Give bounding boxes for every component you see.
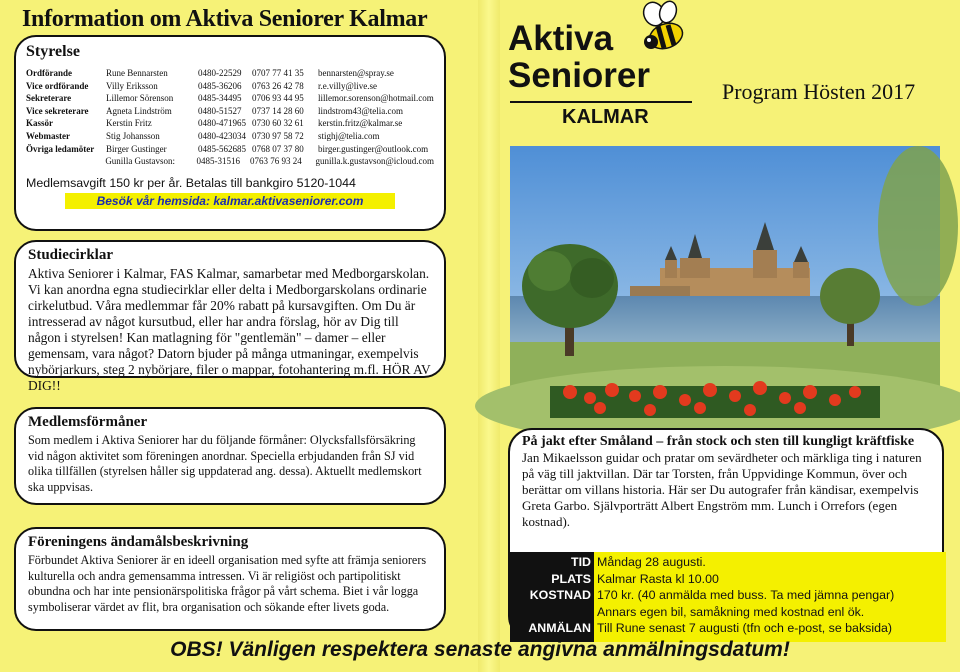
value-kostnad: 170 kr. (40 anmälda med buss. Ta med jämna pengar): [597, 588, 895, 603]
board-member-row: [26, 92, 434, 105]
board-member-phone: 0480-471965: [198, 118, 246, 129]
board-member-email[interactable]: r.e.villy@live.se: [318, 80, 378, 91]
board-member-name: Agneta Lindström: [106, 105, 172, 116]
bee-icon: [630, 0, 690, 60]
event-heading: På jakt efter Småland – från stock och sten till kungligt kräftfiske: [522, 434, 915, 449]
board-member-row: [26, 67, 434, 80]
association-purpose-box: [14, 527, 446, 631]
board-member-name: Lillemor Sörenson: [106, 93, 174, 104]
event-info-values: [594, 552, 946, 642]
board-member-row: [26, 130, 434, 143]
association-purpose-text: Förbundet Aktiva Seniorer är en ideell organisation med syfte att främja seniorers kulturella och andra gemensamma intressen. Vi är religiöst och partipolitiskt obundna och har inte pensionärspolitiska frågor på vårt schema. Biet i vår logga symboliserar värdet av flit, bra organisation och sökande efter livets goda.: [28, 553, 427, 614]
logo-city: KALMAR: [562, 106, 649, 128]
board-member-role: Sekreterare: [26, 93, 72, 104]
logo: [508, 20, 650, 94]
board-member-role: Vice sekreterare: [26, 105, 89, 116]
board-member-phone: 0485-34495: [198, 93, 242, 104]
board-heading: Styrelse: [26, 43, 80, 60]
board-member-email[interactable]: bennarsten@spray.se: [318, 68, 394, 78]
event-text: Jan Mikaelsson guidar och pratar om sevärdheter och märkliga ting i naturen på väg till jaktvillan. Där tar Torsten, från Uppvidinge Kommun, över och berättar om villans historia. Här ser Du autografer från kändisar, exempelvis Greta Garbo. Självporträtt Albert Engström mm. Lunch i Orrefors (egen kostnad).: [522, 450, 922, 529]
board-member-mobile: 0737 14 28 60: [252, 105, 304, 116]
board-member-role: Övriga ledamöter: [26, 143, 95, 154]
board-member-role: [26, 155, 105, 168]
board-member-mobile: 0730 60 32 61: [252, 118, 304, 129]
board-member-role: Kassör: [26, 118, 53, 129]
event-info-labels: [510, 552, 594, 642]
board-member-mobile: 0763 76 93 24: [250, 156, 302, 167]
label-tid: TID: [571, 555, 591, 569]
board-member-mobile: 0763 26 42 78: [252, 80, 304, 91]
member-benefits-text: Som medlem i Aktiva Seniorer har du följande förmåner: Olycksfallsförsäkring vid någon aktivitet som föreningen anordnar. Speciella erbjudanden från SJ vid olika tillfällen (styrelsen håller sig uppdaterad ang. dessa). Aktuellt medlemskort ska uppvisas.: [28, 433, 422, 494]
board-member-mobile: 0768 07 37 80: [252, 143, 304, 154]
board-member-role: Ordförande: [26, 68, 72, 78]
board-member-phone: 0480-51527: [198, 105, 242, 116]
board-member-role: Webmaster: [26, 130, 70, 141]
board-member-row: [26, 143, 434, 156]
board-member-email[interactable]: kerstin.fritz@kalmar.se: [318, 118, 403, 129]
board-member-name: Kerstin Fritz: [106, 118, 152, 129]
board-member-phone: 0485-562685: [198, 143, 246, 154]
value-kostnad-alt: Annars egen bil, samåkning med kostnad enl ök.: [597, 604, 865, 619]
board-member-mobile: 0730 97 58 72: [252, 130, 304, 141]
study-circles-box: [14, 240, 446, 393]
board-member-name: Stig Johansson: [106, 130, 160, 141]
study-circles-heading: Studiecirklar: [28, 247, 113, 263]
program-title: Program Hösten 2017: [722, 79, 916, 104]
member-benefits-heading: Medlemsförmåner: [28, 414, 148, 430]
logo-line1: Aktiva: [508, 19, 614, 58]
board-member-email[interactable]: birger.gustinger@outlook.com: [318, 143, 429, 154]
kalmar-castle-photo: [510, 146, 940, 418]
board-member-name: Gunilla Gustavson:: [105, 156, 176, 167]
board-member-phone: 0485-31516: [196, 156, 241, 167]
board-list: [26, 67, 434, 168]
board-member-email[interactable]: gunilla.k.gustavson@icloud.com: [315, 156, 434, 167]
board-member-email[interactable]: lindstrom43@telia.com: [318, 105, 404, 116]
logo-line2: Seniorer: [508, 56, 650, 95]
board-member-name: Rune Bennarsten: [106, 68, 168, 78]
label-plats: PLATS: [551, 571, 591, 586]
value-plats: Kalmar Rasta kl 10.00: [597, 571, 719, 586]
value-tid: Måndag 28 augusti.: [597, 555, 706, 569]
label-anmalan: ANMÄLAN: [528, 621, 591, 636]
page-fold: [478, 0, 500, 672]
association-purpose-heading: Föreningens ändamålsbeskrivning: [28, 534, 249, 550]
board-member-row: [26, 155, 434, 168]
event-box: [508, 428, 944, 640]
board-member-phone: 0480-22529: [198, 68, 242, 78]
value-anmalan: Till Rune senast 7 augusti (tfn och e-post, se baksida): [597, 621, 893, 636]
membership-fee: Medlemsavgift 150 kr per år. Betalas till bankgiro 5120-1044: [26, 175, 356, 190]
website-link[interactable]: Besök vår hemsida: kalmar.aktivaseniorer.com: [65, 193, 395, 209]
board-member-phone: 0485-36206: [198, 80, 242, 91]
board-member-email[interactable]: stighj@telia.com: [318, 130, 380, 141]
board-box: [14, 35, 446, 231]
board-member-mobile: 0706 93 44 95: [252, 93, 304, 104]
board-member-row: [26, 117, 434, 130]
event-info-table: [510, 552, 946, 642]
board-member-row: [26, 105, 434, 118]
notice-banner: OBS! Vänligen respektera senaste angivna anmälningsdatum!: [170, 638, 790, 661]
board-member-email[interactable]: lillemor.sorenson@hotmail.com: [318, 93, 434, 104]
board-member-mobile: 0707 77 41 35: [252, 68, 304, 78]
board-member-name: Villy Eriksson: [106, 80, 158, 91]
member-benefits-box: [14, 407, 446, 505]
board-member-role: Vice ordförande: [26, 80, 89, 91]
board-member-row: [26, 80, 434, 93]
board-member-phone: 0480-423034: [198, 130, 246, 141]
label-kostnad: KOSTNAD: [529, 588, 591, 603]
logo-divider: [510, 101, 692, 103]
study-circles-text: Aktiva Seniorer i Kalmar, FAS Kalmar, samarbetar med Medborgarskolan. Vi kan anordna egna studiecirklar eller delta i Medborgarskolans ordinarie cirkelutbud. Våra medlemmar får 20% rabatt på kursavgiften. Om Du är intresserad av något kursutbud, eller har andra förslag, hör av Dig till någon i styrelsen! Kan matlagning för "gentlemän" – damer – eller gemensam, vara något? Datorn bjuder på många utmaningar, exempelvis nybörjarkurs, steg 2 nybörjare, filer o mappar, fotohantering m.fl. HÖR AV DIG!!: [28, 266, 431, 393]
info-title: Information om Aktiva Seniorer Kalmar: [22, 6, 428, 32]
board-member-name: Birger Gustinger: [106, 143, 167, 154]
